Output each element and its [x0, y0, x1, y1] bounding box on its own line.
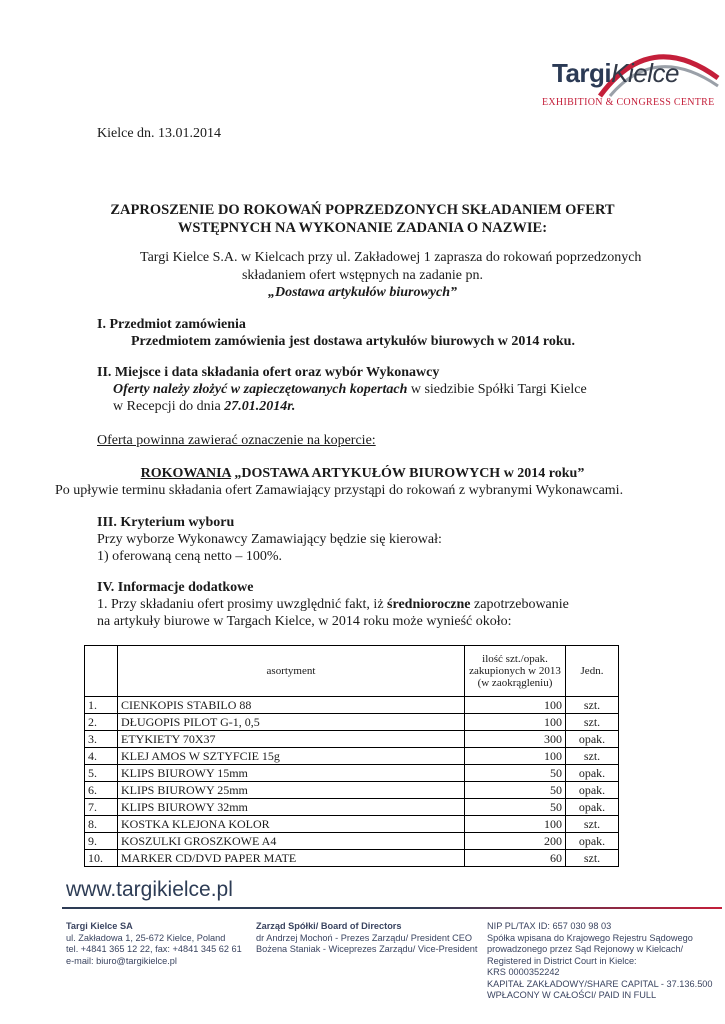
section-1-heading: I. Przedmiot zamówienia — [97, 317, 246, 332]
footer-address: ul. Zakładowa 1, 25-672 Kielce, Poland — [66, 932, 226, 943]
cell-name: KOSZULKI GROSZKOWE A4 — [118, 833, 465, 850]
section-3-line-2: 1) oferowaną ceną netto – 100%. — [97, 549, 283, 564]
cell-unit: opak. — [566, 731, 619, 748]
logo-subtitle: EXHIBITION & CONGRESS CENTRE — [542, 97, 715, 108]
logo-brand-bold: Targi — [552, 58, 612, 88]
table-row — [85, 782, 619, 799]
cell-qty: 60 — [465, 850, 566, 867]
office-supplies-table — [84, 645, 619, 867]
cell-qty: 300 — [465, 731, 566, 748]
footer-board-president: dr Andrzej Mochoń - Prezes Zarządu/ President CEO — [256, 932, 472, 943]
cell-unit: opak. — [566, 799, 619, 816]
cell-unit: szt. — [566, 697, 619, 714]
logo-wordmark — [552, 58, 679, 89]
cell-qty: 100 — [465, 748, 566, 765]
cell-unit: szt. — [566, 850, 619, 867]
cell-qty: 50 — [465, 782, 566, 799]
cell-unit: opak. — [566, 765, 619, 782]
footer-registration-info — [487, 921, 713, 1002]
section-4-bold: średnioroczne — [387, 597, 471, 612]
header-qty: ilość szt./opak. zakupionych w 2013 (w zaokrągleniu) — [465, 646, 566, 697]
footer-tax-id: NIP PL/TAX ID: 657 030 98 03 — [487, 921, 612, 931]
intro-line-1: Targi Kielce S.A. w Kielcach przy ul. Zakładowej 1 zaprasza do rokowań poprzedzonych — [140, 250, 642, 265]
envelope-label — [0, 465, 725, 482]
logo-brand-italic: Kielce — [611, 58, 679, 88]
table-row — [85, 731, 619, 748]
cell-name: KOSTKA KLEJONA KOLOR — [118, 816, 465, 833]
cell-qty: 100 — [465, 697, 566, 714]
section-3-line-1: Przy wyborze Wykonawcy Zamawiający będzie się kierował: — [97, 532, 442, 547]
footer-divider-accent — [420, 907, 722, 909]
intro-line-2: składaniem ofert wstępnych na zadanie pn. — [241, 268, 484, 283]
table-row — [85, 748, 619, 765]
footer-capital: KAPITAŁ ZAKŁADOWY/SHARE CAPITAL - 37.136.500 — [487, 978, 713, 989]
cell-lp: 7. — [85, 799, 118, 816]
cell-name: KLIPS BIUROWY 15mm — [118, 765, 465, 782]
envelope-note: Oferta powinna zawierać oznaczenie na kopercie: — [97, 433, 376, 448]
section-2-deadline: 27.01.2014r. — [224, 399, 296, 414]
cell-unit: opak. — [566, 833, 619, 850]
table-row — [85, 714, 619, 731]
header-name: asortyment — [118, 646, 465, 697]
section-4-prefix: 1. Przy składaniu ofert prosimy uwzględnić fakt, iż — [97, 597, 388, 612]
table-header-row — [85, 646, 619, 697]
cell-qty: 50 — [465, 799, 566, 816]
cell-lp: 8. — [85, 816, 118, 833]
cell-lp: 2. — [85, 714, 118, 731]
section-2-line-1 — [113, 381, 587, 398]
envelope-label-keyword: ROKOWANIA — [140, 466, 231, 481]
cell-name: CIENKOPIS STABILO 88 — [118, 697, 465, 714]
footer-board-info — [256, 921, 477, 956]
negotiation-text: Po upływie terminu składania ofert Zamawiający przystąpi do rokowań z wybranymi Wykonawcami. — [55, 483, 624, 498]
section-2-line-2 — [113, 398, 295, 415]
section-4-line-2: na artykuły biurowe w Targach Kielce, w 2014 roku może wynieść około: — [97, 614, 512, 629]
footer-company-name: Targi Kielce SA — [66, 921, 133, 931]
company-logo — [540, 38, 720, 118]
cell-lp: 5. — [85, 765, 118, 782]
title-line-1: ZAPROSZENIE DO ROKOWAŃ POPRZEDZONYCH SKŁADANIEM OFERT — [110, 202, 615, 218]
footer-krs: KRS 0000352242 — [487, 967, 560, 977]
cell-name: ETYKIETY 70X37 — [118, 731, 465, 748]
section-3-heading: III. Kryterium wyboru — [97, 515, 235, 530]
cell-qty: 200 — [465, 833, 566, 850]
cell-qty: 100 — [465, 816, 566, 833]
section-2-heading: II. Miejsce i data składania ofert oraz wybór Wykonawcy — [97, 365, 440, 380]
cell-lp: 6. — [85, 782, 118, 799]
envelope-label-rest: „DOSTAWA ARTYKUŁÓW BIUROWYCH w 2014 roku” — [230, 466, 585, 481]
cell-name: KLIPS BIUROWY 25mm — [118, 782, 465, 799]
footer-board-vice: Bożena Staniak - Wiceprezes Zarządu/ Vice-President — [256, 944, 478, 954]
cell-name: DŁUGOPIS PILOT G-1, 0,5 — [118, 714, 465, 731]
table-row — [85, 799, 619, 816]
footer-email[interactable]: e-mail: biuro@targikielce.pl — [66, 955, 177, 966]
section-4-suffix: zapotrzebowanie — [470, 597, 569, 612]
table-row — [85, 833, 619, 850]
cell-unit: szt. — [566, 714, 619, 731]
cell-lp: 10. — [85, 850, 118, 867]
cell-name: KLEJ AMOS W SZTYFCIE 15g — [118, 748, 465, 765]
footer-registry-1: Spółka wpisana do Krajowego Rejestru Sądowego — [487, 932, 693, 943]
title-line-2: WSTĘPNYCH NA WYKONANIE ZADANIA O NAZWIE: — [177, 220, 548, 236]
cell-lp: 9. — [85, 833, 118, 850]
cell-lp: 4. — [85, 748, 118, 765]
task-name: „Dostawa artykułów biurowych” — [267, 285, 458, 300]
footer-company-info — [66, 921, 242, 967]
footer-paid: WPŁACONY W CAŁOŚCI/ PAID IN FULL — [487, 990, 657, 1000]
table-row — [85, 765, 619, 782]
section-2-deadline-prefix: w Recepcji do dnia — [113, 399, 225, 414]
cell-unit: szt. — [566, 748, 619, 765]
table-row — [85, 850, 619, 867]
section-1-text: Przedmiotem zamówienia jest dostawa artykułów biurowych w 2014 roku. — [131, 334, 575, 349]
section-2-italic: Oferty należy złożyć w zapieczętowanych kopertach — [113, 382, 408, 397]
table-row — [85, 697, 619, 714]
footer-phone: tel. +4841 365 12 22, fax: +4841 345 62 61 — [66, 944, 242, 954]
website-link[interactable]: www.targikielce.pl — [66, 878, 233, 901]
footer-board-heading: Zarząd Spółki/ Board of Directors — [256, 921, 402, 931]
table-row — [85, 816, 619, 833]
cell-unit: szt. — [566, 816, 619, 833]
section-4-heading: IV. Informacje dodatkowe — [97, 580, 254, 595]
cell-qty: 50 — [465, 765, 566, 782]
section-4-line-1 — [97, 596, 569, 613]
date-line: Kielce dn. 13.01.2014 — [97, 126, 222, 141]
cell-lp: 1. — [85, 697, 118, 714]
cell-name: KLIPS BIUROWY 32mm — [118, 799, 465, 816]
section-2-rest: w siedzibie Spółki Targi Kielce — [407, 382, 587, 397]
cell-lp: 3. — [85, 731, 118, 748]
cell-qty: 100 — [465, 714, 566, 731]
header-unit: Jedn. — [566, 646, 619, 697]
footer-registry-3: Registered in District Court in Kielce: — [487, 955, 637, 966]
header-lp — [85, 646, 118, 697]
cell-unit: opak. — [566, 782, 619, 799]
cell-name: MARKER CD/DVD PAPER MATE — [118, 850, 465, 867]
footer-registry-2: prowadzonego przez Sąd Rejonowy w Kielcach/ — [487, 944, 684, 954]
